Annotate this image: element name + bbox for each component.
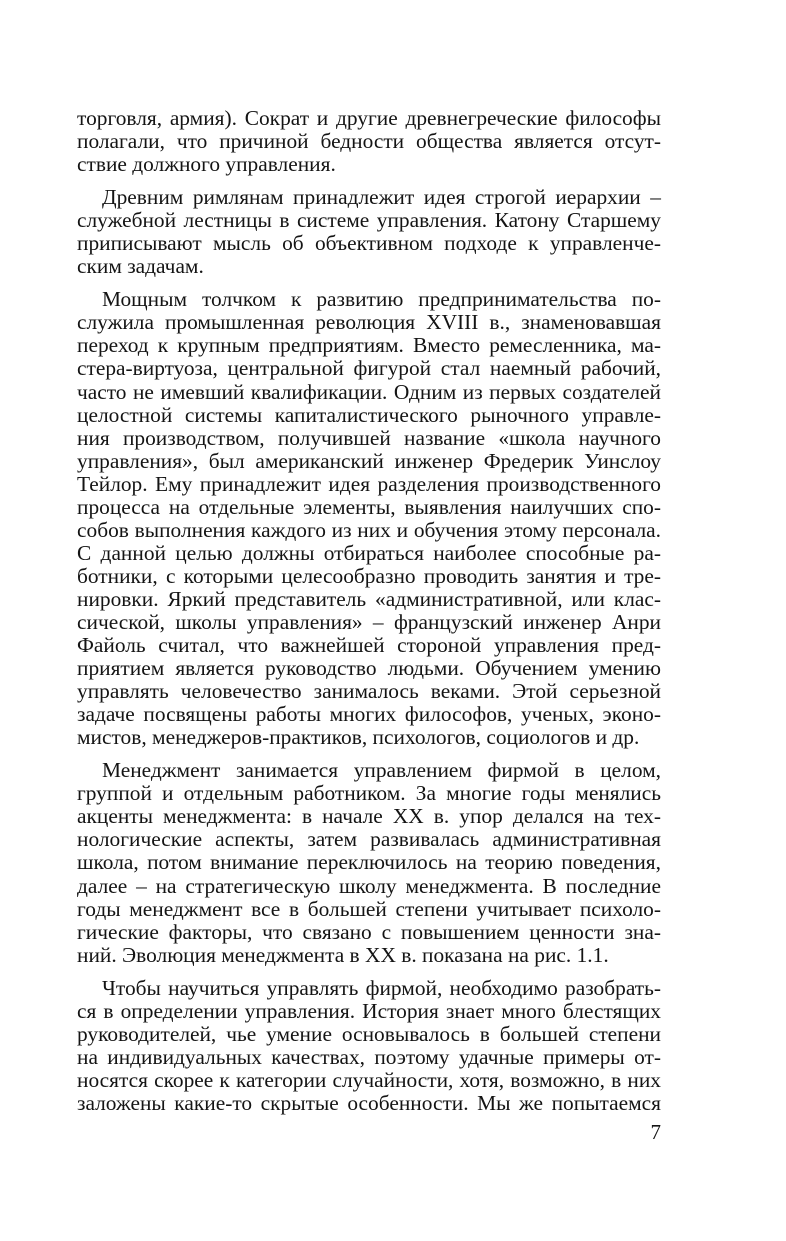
- text-line: нировки. Яркий представитель «административной, или клас-: [77, 586, 661, 611]
- text-line: годы менеджмент все в большей степени учитывает психоло-: [77, 896, 661, 921]
- text-line: собов выполнения каждого из них и обучения этому персонала.: [77, 517, 661, 542]
- text-line: приписывают мысль об объективном подходе к управленче-: [77, 231, 661, 256]
- paragraph-continuation: [77, 107, 661, 176]
- text-line: гические факторы, что связано с повышением ценности зна-: [77, 919, 661, 944]
- text-line: приятием является руководство людьми. Обучением умению: [77, 656, 661, 681]
- text-line: процесса на отдельные элементы, выявления наилучших спо-: [77, 494, 661, 519]
- page-number: 7: [650, 1120, 661, 1144]
- text-line: Мощным толчком к развитию предпринимательства по-: [102, 287, 661, 312]
- text-line: служила промышленная революция XVIII в., знаменовавшая: [77, 310, 661, 335]
- text-line: часто не имевший квалификации. Одним из первых создателей: [77, 379, 661, 404]
- text-line: нологические аспекты, затем развивалась административная: [77, 827, 661, 852]
- text-line: ботники, с которыми целесообразно проводить занятия и тре-: [77, 563, 661, 588]
- paragraph-learning: [77, 977, 661, 1115]
- text-line: ний. Эволюция менеджмента в XX в. показана на рис. 1.1.: [77, 942, 609, 967]
- text-line: на индивидуальных качествах, поэтому удачные примеры от-: [77, 1044, 661, 1069]
- text-line: мистов, менеджеров-практиков, психологов, социологов и др.: [77, 725, 640, 750]
- text-line: сической, школы управления» – французский инженер Анри: [77, 609, 661, 634]
- text-line: управлять человечество занималось веками. Этой серьезной: [77, 679, 661, 704]
- text-line: С данной целью должны отбираться наиболее способные ра-: [77, 540, 661, 565]
- text-line: Древним римлянам принадлежит идея строгой иерархии –: [102, 185, 661, 210]
- text-line: Файоль считал, что важнейшей стороной управления пред-: [77, 633, 661, 658]
- page-body: [77, 107, 661, 1115]
- text-line: управления», был американский инженер Фредерик Уинслоу: [77, 448, 661, 473]
- text-line: полагали, что причиной бедности общества является отсут-: [77, 129, 661, 154]
- text-line: ся в определении управления. История знает много блестящих: [77, 998, 661, 1023]
- text-line: торговля, армия). Сократ и другие древнегреческие философы: [77, 106, 661, 130]
- text-line: целостной системы капиталистического рыночного управле-: [77, 402, 661, 427]
- paragraph-industrial-revolution: [77, 288, 661, 749]
- text-line: ским задачам.: [77, 254, 204, 279]
- text-line: носятся скорее к категории случайности, хотя, возможно, в них: [77, 1067, 661, 1092]
- text-line: ствие должного управления.: [77, 152, 336, 177]
- text-line: группой и отдельным работником. За многие годы менялись: [77, 781, 661, 806]
- text-line: Тейлор. Ему принадлежит идея разделения производственного: [77, 471, 661, 496]
- text-line: далее – на стратегическую школу менеджмента. В последние: [77, 873, 661, 898]
- text-line: школа, потом внимание переключилось на теорию поведения,: [77, 850, 661, 875]
- text-line: стера-виртуоза, центральной фигурой стал наемный рабочий,: [77, 356, 661, 381]
- text-line: служебной лестницы в системе управления. Катону Старшему: [77, 208, 661, 233]
- text-line: Менеджмент занимается управлением фирмой в целом,: [102, 758, 661, 783]
- text-line: Чтобы научиться управлять фирмой, необходимо разобрать-: [102, 975, 661, 1000]
- text-line: заложены какие-то скрытые особенности. Мы же попытаемся: [77, 1090, 661, 1115]
- text-line: руководителей, чье умение основывалось в большей степени: [77, 1021, 661, 1046]
- paragraph-rome: [77, 186, 661, 278]
- text-line: ния производством, получившей название «школа научного: [77, 425, 661, 450]
- text-line: акценты менеджмента: в начале XX в. упор делался на тех-: [77, 804, 661, 829]
- text-line: задаче посвящены работы многих философов, ученых, эконо-: [77, 702, 661, 727]
- text-line: переход к крупным предприятиям. Вместо ремесленника, ма-: [77, 333, 661, 358]
- paragraph-management: [77, 759, 661, 966]
